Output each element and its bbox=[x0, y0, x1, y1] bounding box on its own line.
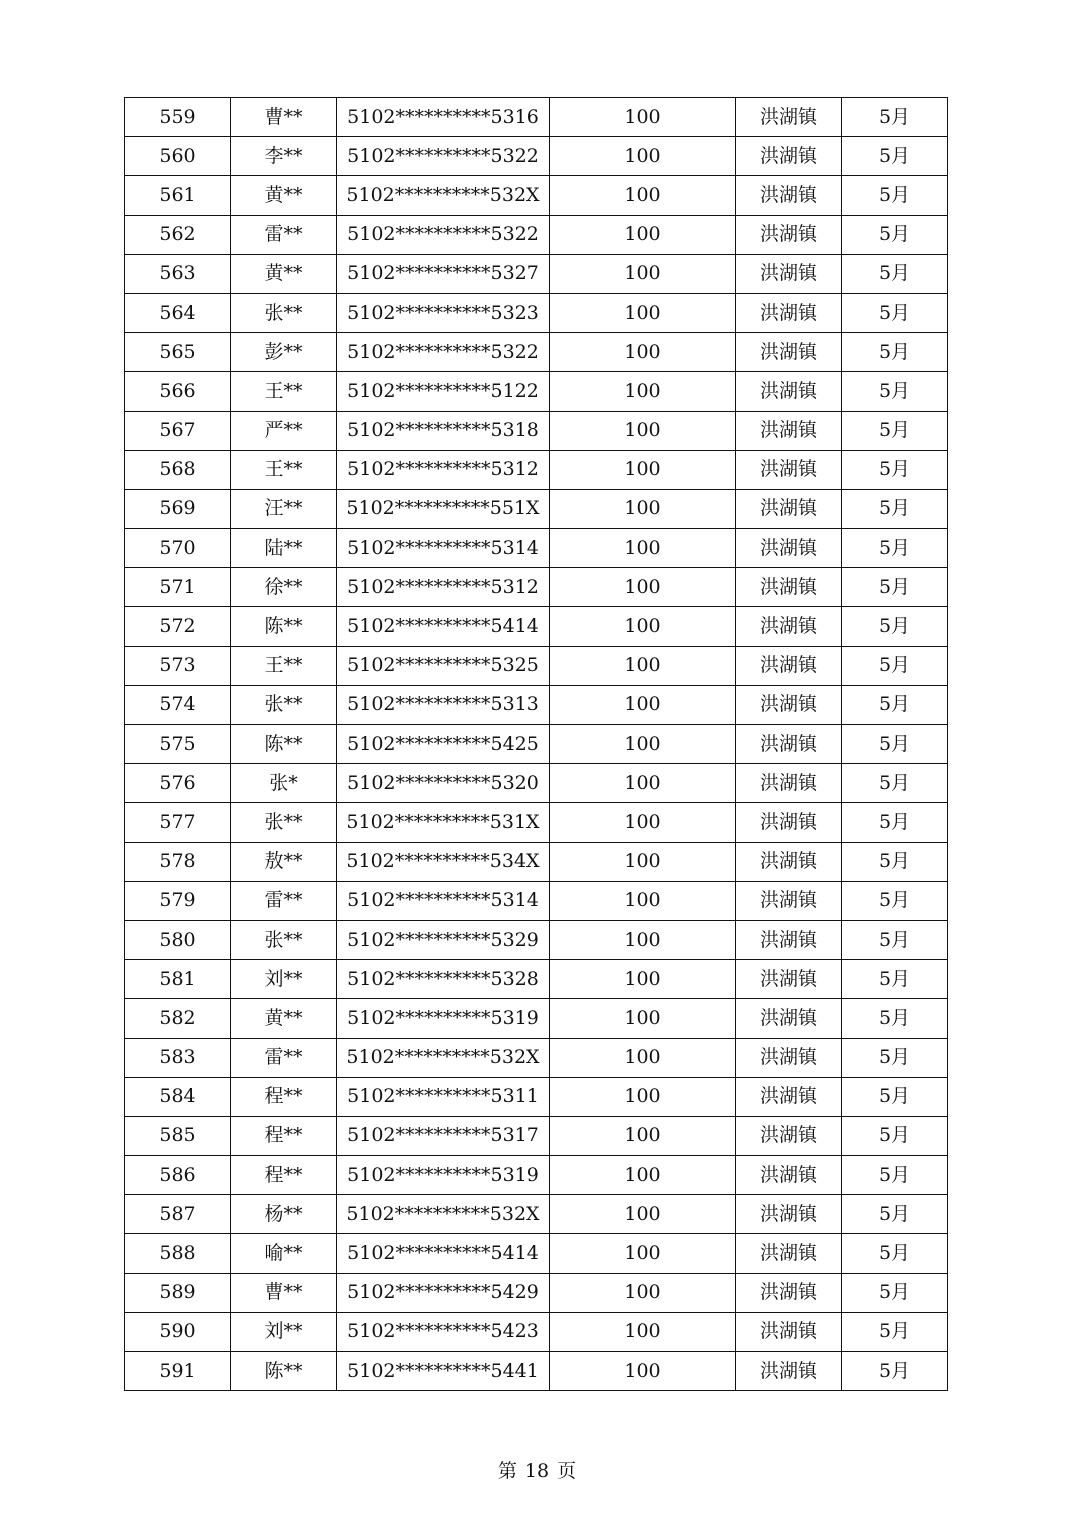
amount-cell: 100 bbox=[550, 764, 736, 803]
month-cell: 5月 bbox=[842, 803, 948, 842]
table-row bbox=[125, 1273, 948, 1312]
table-row bbox=[125, 1116, 948, 1155]
amount-cell: 100 bbox=[550, 98, 736, 137]
name-cell: 程** bbox=[231, 1156, 337, 1195]
table-row bbox=[125, 215, 948, 254]
row-number-cell: 560 bbox=[125, 137, 231, 176]
amount-cell: 100 bbox=[550, 685, 736, 724]
town-cell: 洪湖镇 bbox=[736, 960, 842, 999]
table-row bbox=[125, 999, 948, 1038]
id-number-cell: 5102**********5320 bbox=[337, 764, 550, 803]
name-cell: 杨** bbox=[231, 1195, 337, 1234]
town-cell: 洪湖镇 bbox=[736, 999, 842, 1038]
table-row bbox=[125, 1038, 948, 1077]
name-cell: 程** bbox=[231, 1077, 337, 1116]
id-number-cell: 5102**********5423 bbox=[337, 1312, 550, 1351]
table-row bbox=[125, 450, 948, 489]
month-cell: 5月 bbox=[842, 1234, 948, 1273]
town-cell: 洪湖镇 bbox=[736, 489, 842, 528]
id-number-cell: 5102**********5122 bbox=[337, 372, 550, 411]
amount-cell: 100 bbox=[550, 176, 736, 215]
name-cell: 张** bbox=[231, 685, 337, 724]
amount-cell: 100 bbox=[550, 293, 736, 332]
town-cell: 洪湖镇 bbox=[736, 1352, 842, 1391]
table-row bbox=[125, 254, 948, 293]
row-number-cell: 564 bbox=[125, 293, 231, 332]
month-cell: 5月 bbox=[842, 764, 948, 803]
amount-cell: 100 bbox=[550, 333, 736, 372]
amount-cell: 100 bbox=[550, 1077, 736, 1116]
amount-cell: 100 bbox=[550, 920, 736, 959]
town-cell: 洪湖镇 bbox=[736, 529, 842, 568]
row-number-cell: 577 bbox=[125, 803, 231, 842]
month-cell: 5月 bbox=[842, 920, 948, 959]
id-number-cell: 5102**********5313 bbox=[337, 685, 550, 724]
month-cell: 5月 bbox=[842, 333, 948, 372]
id-number-cell: 5102**********5325 bbox=[337, 646, 550, 685]
amount-cell: 100 bbox=[550, 1273, 736, 1312]
name-cell: 严** bbox=[231, 411, 337, 450]
amount-cell: 100 bbox=[550, 1234, 736, 1273]
id-number-cell: 5102**********5319 bbox=[337, 1156, 550, 1195]
name-cell: 喻** bbox=[231, 1234, 337, 1273]
name-cell: 程** bbox=[231, 1116, 337, 1155]
month-cell: 5月 bbox=[842, 450, 948, 489]
town-cell: 洪湖镇 bbox=[736, 685, 842, 724]
amount-cell: 100 bbox=[550, 1352, 736, 1391]
month-cell: 5月 bbox=[842, 293, 948, 332]
month-cell: 5月 bbox=[842, 411, 948, 450]
amount-cell: 100 bbox=[550, 1116, 736, 1155]
amount-cell: 100 bbox=[550, 999, 736, 1038]
page-footer-suffix: 页 bbox=[557, 1460, 577, 1482]
amount-cell: 100 bbox=[550, 372, 736, 411]
town-cell: 洪湖镇 bbox=[736, 1077, 842, 1116]
page-footer bbox=[0, 1456, 1074, 1483]
id-number-cell: 5102**********5314 bbox=[337, 529, 550, 568]
id-number-cell: 5102**********5314 bbox=[337, 881, 550, 920]
table-row bbox=[125, 920, 948, 959]
row-number-cell: 559 bbox=[125, 98, 231, 137]
month-cell: 5月 bbox=[842, 842, 948, 881]
month-cell: 5月 bbox=[842, 881, 948, 920]
month-cell: 5月 bbox=[842, 137, 948, 176]
month-cell: 5月 bbox=[842, 489, 948, 528]
name-cell: 黄** bbox=[231, 999, 337, 1038]
amount-cell: 100 bbox=[550, 960, 736, 999]
roster-table bbox=[124, 97, 948, 1391]
row-number-cell: 567 bbox=[125, 411, 231, 450]
table-row bbox=[125, 293, 948, 332]
town-cell: 洪湖镇 bbox=[736, 176, 842, 215]
table-row bbox=[125, 137, 948, 176]
table-row bbox=[125, 725, 948, 764]
name-cell: 雷** bbox=[231, 881, 337, 920]
row-number-cell: 585 bbox=[125, 1116, 231, 1155]
town-cell: 洪湖镇 bbox=[736, 803, 842, 842]
row-number-cell: 587 bbox=[125, 1195, 231, 1234]
id-number-cell: 5102**********5414 bbox=[337, 1234, 550, 1273]
id-number-cell: 5102**********5319 bbox=[337, 999, 550, 1038]
month-cell: 5月 bbox=[842, 568, 948, 607]
amount-cell: 100 bbox=[550, 568, 736, 607]
amount-cell: 100 bbox=[550, 137, 736, 176]
name-cell: 汪** bbox=[231, 489, 337, 528]
name-cell: 雷** bbox=[231, 215, 337, 254]
name-cell: 刘** bbox=[231, 960, 337, 999]
town-cell: 洪湖镇 bbox=[736, 98, 842, 137]
table-row bbox=[125, 1195, 948, 1234]
row-number-cell: 569 bbox=[125, 489, 231, 528]
month-cell: 5月 bbox=[842, 607, 948, 646]
name-cell: 张** bbox=[231, 803, 337, 842]
id-number-cell: 5102**********5311 bbox=[337, 1077, 550, 1116]
name-cell: 陈** bbox=[231, 1352, 337, 1391]
amount-cell: 100 bbox=[550, 803, 736, 842]
page-number: 18 bbox=[524, 1460, 550, 1482]
name-cell: 张** bbox=[231, 920, 337, 959]
id-number-cell: 5102**********5318 bbox=[337, 411, 550, 450]
id-number-cell: 5102**********551X bbox=[337, 489, 550, 528]
id-number-cell: 5102**********5322 bbox=[337, 215, 550, 254]
town-cell: 洪湖镇 bbox=[736, 450, 842, 489]
month-cell: 5月 bbox=[842, 1077, 948, 1116]
row-number-cell: 570 bbox=[125, 529, 231, 568]
amount-cell: 100 bbox=[550, 881, 736, 920]
id-number-cell: 5102**********5322 bbox=[337, 137, 550, 176]
town-cell: 洪湖镇 bbox=[736, 333, 842, 372]
town-cell: 洪湖镇 bbox=[736, 372, 842, 411]
town-cell: 洪湖镇 bbox=[736, 215, 842, 254]
row-number-cell: 561 bbox=[125, 176, 231, 215]
name-cell: 陈** bbox=[231, 725, 337, 764]
month-cell: 5月 bbox=[842, 1195, 948, 1234]
town-cell: 洪湖镇 bbox=[736, 725, 842, 764]
month-cell: 5月 bbox=[842, 1116, 948, 1155]
town-cell: 洪湖镇 bbox=[736, 1116, 842, 1155]
town-cell: 洪湖镇 bbox=[736, 1038, 842, 1077]
month-cell: 5月 bbox=[842, 1352, 948, 1391]
month-cell: 5月 bbox=[842, 1038, 948, 1077]
row-number-cell: 568 bbox=[125, 450, 231, 489]
month-cell: 5月 bbox=[842, 960, 948, 999]
amount-cell: 100 bbox=[550, 842, 736, 881]
page-footer-prefix: 第 bbox=[497, 1460, 517, 1482]
month-cell: 5月 bbox=[842, 725, 948, 764]
amount-cell: 100 bbox=[550, 254, 736, 293]
id-number-cell: 5102**********5322 bbox=[337, 333, 550, 372]
row-number-cell: 562 bbox=[125, 215, 231, 254]
month-cell: 5月 bbox=[842, 1156, 948, 1195]
table-row bbox=[125, 842, 948, 881]
id-number-cell: 5102**********532X bbox=[337, 1038, 550, 1077]
month-cell: 5月 bbox=[842, 999, 948, 1038]
table-row bbox=[125, 176, 948, 215]
month-cell: 5月 bbox=[842, 372, 948, 411]
table-row bbox=[125, 646, 948, 685]
town-cell: 洪湖镇 bbox=[736, 568, 842, 607]
id-number-cell: 5102**********5323 bbox=[337, 293, 550, 332]
table-row bbox=[125, 1352, 948, 1391]
id-number-cell: 5102**********5327 bbox=[337, 254, 550, 293]
table-row bbox=[125, 98, 948, 137]
month-cell: 5月 bbox=[842, 529, 948, 568]
id-number-cell: 5102**********5425 bbox=[337, 725, 550, 764]
town-cell: 洪湖镇 bbox=[736, 1312, 842, 1351]
name-cell: 王** bbox=[231, 372, 337, 411]
month-cell: 5月 bbox=[842, 1312, 948, 1351]
month-cell: 5月 bbox=[842, 1273, 948, 1312]
town-cell: 洪湖镇 bbox=[736, 646, 842, 685]
row-number-cell: 588 bbox=[125, 1234, 231, 1273]
amount-cell: 100 bbox=[550, 725, 736, 764]
table-row bbox=[125, 960, 948, 999]
name-cell: 曹** bbox=[231, 1273, 337, 1312]
row-number-cell: 589 bbox=[125, 1273, 231, 1312]
table-row bbox=[125, 1234, 948, 1273]
row-number-cell: 578 bbox=[125, 842, 231, 881]
row-number-cell: 574 bbox=[125, 685, 231, 724]
table-row bbox=[125, 881, 948, 920]
id-number-cell: 5102**********5312 bbox=[337, 450, 550, 489]
id-number-cell: 5102**********5312 bbox=[337, 568, 550, 607]
town-cell: 洪湖镇 bbox=[736, 1273, 842, 1312]
id-number-cell: 5102**********532X bbox=[337, 1195, 550, 1234]
name-cell: 王** bbox=[231, 646, 337, 685]
name-cell: 陈** bbox=[231, 607, 337, 646]
month-cell: 5月 bbox=[842, 254, 948, 293]
amount-cell: 100 bbox=[550, 646, 736, 685]
amount-cell: 100 bbox=[550, 607, 736, 646]
town-cell: 洪湖镇 bbox=[736, 137, 842, 176]
amount-cell: 100 bbox=[550, 1195, 736, 1234]
name-cell: 张** bbox=[231, 293, 337, 332]
id-number-cell: 5102**********5316 bbox=[337, 98, 550, 137]
town-cell: 洪湖镇 bbox=[736, 764, 842, 803]
name-cell: 敖** bbox=[231, 842, 337, 881]
row-number-cell: 581 bbox=[125, 960, 231, 999]
id-number-cell: 5102**********5441 bbox=[337, 1352, 550, 1391]
town-cell: 洪湖镇 bbox=[736, 842, 842, 881]
amount-cell: 100 bbox=[550, 215, 736, 254]
amount-cell: 100 bbox=[550, 1312, 736, 1351]
name-cell: 李** bbox=[231, 137, 337, 176]
amount-cell: 100 bbox=[550, 1038, 736, 1077]
name-cell: 徐** bbox=[231, 568, 337, 607]
row-number-cell: 579 bbox=[125, 881, 231, 920]
id-number-cell: 5102**********5328 bbox=[337, 960, 550, 999]
town-cell: 洪湖镇 bbox=[736, 607, 842, 646]
table-row bbox=[125, 568, 948, 607]
row-number-cell: 586 bbox=[125, 1156, 231, 1195]
row-number-cell: 563 bbox=[125, 254, 231, 293]
row-number-cell: 582 bbox=[125, 999, 231, 1038]
town-cell: 洪湖镇 bbox=[736, 411, 842, 450]
town-cell: 洪湖镇 bbox=[736, 881, 842, 920]
amount-cell: 100 bbox=[550, 529, 736, 568]
month-cell: 5月 bbox=[842, 646, 948, 685]
table-row bbox=[125, 1156, 948, 1195]
id-number-cell: 5102**********532X bbox=[337, 176, 550, 215]
id-number-cell: 5102**********531X bbox=[337, 803, 550, 842]
town-cell: 洪湖镇 bbox=[736, 293, 842, 332]
table-row bbox=[125, 607, 948, 646]
amount-cell: 100 bbox=[550, 450, 736, 489]
name-cell: 彭** bbox=[231, 333, 337, 372]
id-number-cell: 5102**********534X bbox=[337, 842, 550, 881]
town-cell: 洪湖镇 bbox=[736, 254, 842, 293]
name-cell: 雷** bbox=[231, 1038, 337, 1077]
row-number-cell: 590 bbox=[125, 1312, 231, 1351]
month-cell: 5月 bbox=[842, 98, 948, 137]
table-row bbox=[125, 1312, 948, 1351]
row-number-cell: 576 bbox=[125, 764, 231, 803]
table-row bbox=[125, 764, 948, 803]
name-cell: 曹** bbox=[231, 98, 337, 137]
row-number-cell: 591 bbox=[125, 1352, 231, 1391]
town-cell: 洪湖镇 bbox=[736, 1156, 842, 1195]
row-number-cell: 571 bbox=[125, 568, 231, 607]
month-cell: 5月 bbox=[842, 176, 948, 215]
table-row bbox=[125, 803, 948, 842]
row-number-cell: 566 bbox=[125, 372, 231, 411]
name-cell: 刘** bbox=[231, 1312, 337, 1351]
name-cell: 黄** bbox=[231, 254, 337, 293]
town-cell: 洪湖镇 bbox=[736, 920, 842, 959]
amount-cell: 100 bbox=[550, 489, 736, 528]
table-row bbox=[125, 411, 948, 450]
town-cell: 洪湖镇 bbox=[736, 1195, 842, 1234]
amount-cell: 100 bbox=[550, 1156, 736, 1195]
amount-cell: 100 bbox=[550, 411, 736, 450]
name-cell: 王** bbox=[231, 450, 337, 489]
row-number-cell: 580 bbox=[125, 920, 231, 959]
row-number-cell: 573 bbox=[125, 646, 231, 685]
town-cell: 洪湖镇 bbox=[736, 1234, 842, 1273]
row-number-cell: 565 bbox=[125, 333, 231, 372]
table-row bbox=[125, 372, 948, 411]
id-number-cell: 5102**********5414 bbox=[337, 607, 550, 646]
table-row bbox=[125, 1077, 948, 1116]
month-cell: 5月 bbox=[842, 685, 948, 724]
row-number-cell: 584 bbox=[125, 1077, 231, 1116]
table-row bbox=[125, 333, 948, 372]
row-number-cell: 575 bbox=[125, 725, 231, 764]
id-number-cell: 5102**********5329 bbox=[337, 920, 550, 959]
name-cell: 黄** bbox=[231, 176, 337, 215]
table-row bbox=[125, 685, 948, 724]
name-cell: 陆** bbox=[231, 529, 337, 568]
roster-table-body bbox=[125, 98, 948, 1391]
month-cell: 5月 bbox=[842, 215, 948, 254]
name-cell: 张* bbox=[231, 764, 337, 803]
table-row bbox=[125, 489, 948, 528]
table-row bbox=[125, 529, 948, 568]
id-number-cell: 5102**********5317 bbox=[337, 1116, 550, 1155]
row-number-cell: 572 bbox=[125, 607, 231, 646]
id-number-cell: 5102**********5429 bbox=[337, 1273, 550, 1312]
row-number-cell: 583 bbox=[125, 1038, 231, 1077]
